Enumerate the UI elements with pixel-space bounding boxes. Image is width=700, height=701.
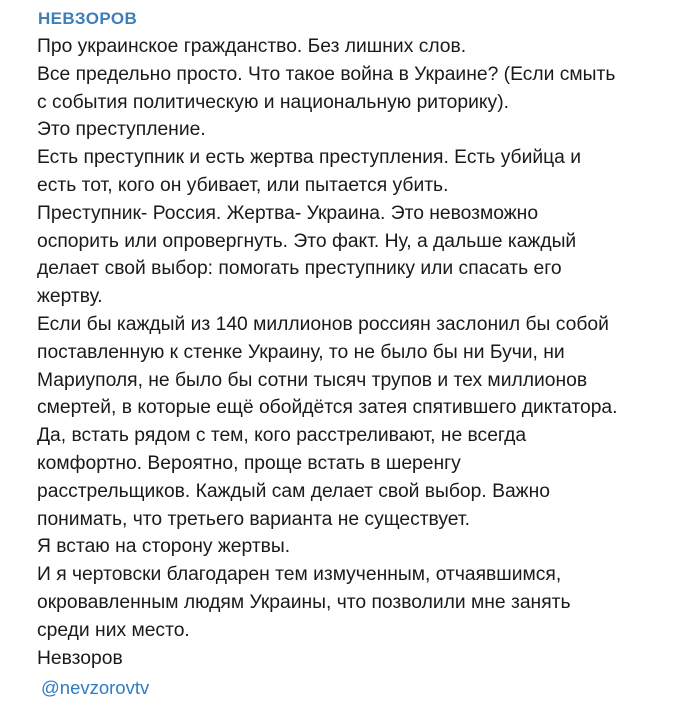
- post-line: жертву.: [37, 286, 103, 308]
- post-line: И я чертовски благодарен тем измученным, отчаявшимся,: [37, 564, 562, 586]
- post-line: Преступник- Россия. Жертва- Украина. Это невозможно: [37, 202, 539, 224]
- post-line: окровавленным людям Украины, что позволили мне занять: [37, 591, 571, 613]
- channel-handle-link[interactable]: @nevzorovtv: [41, 677, 150, 699]
- post-line: оспорить или опровергнуть. Это факт. Ну, а дальше каждый: [37, 230, 577, 252]
- post-line: Все предельно просто. Что такое война в Украине? (Если смыть: [37, 63, 616, 85]
- post-line: Я встаю на сторону жертвы.: [37, 536, 291, 558]
- channel-name[interactable]: НЕВЗОРОВ: [38, 9, 138, 28]
- post-line: с события политическую и национальную риторику).: [37, 91, 509, 113]
- post-line: Мариуполя, не было бы сотни тысяч трупов и тех миллионов: [37, 369, 588, 391]
- post-line: расстрельщиков. Каждый сам делает свой выбор. Важно: [37, 480, 550, 502]
- post-line: Да, встать рядом с тем, кого расстреливают, не всегда: [37, 425, 527, 447]
- post-line: Про украинское гражданство. Без лишних слов.: [37, 36, 467, 57]
- post-line: понимать, что третьего варианта не существует.: [37, 508, 470, 530]
- post-signature: Невзоров: [37, 647, 123, 669]
- post-line: поставленную к стенке Украину, то не было бы ни Бучи, ни: [37, 341, 565, 363]
- post-line: есть тот, кого он убивает, или пытается убить.: [37, 174, 449, 196]
- post-line: делает свой выбор: помогать преступнику или спасать его: [37, 258, 562, 280]
- post-line: Если бы каждый из 140 миллионов россиян заслонил бы собой: [37, 313, 609, 335]
- post-line: смертей, в которые ещё обойдётся затея спятившего диктатора.: [37, 397, 618, 419]
- post-line: среди них место.: [37, 619, 190, 641]
- post-line: Это преступление.: [37, 119, 206, 141]
- post-body: [37, 33, 690, 672]
- post-line: комфортно. Вероятно, проще встать в шеренгу: [37, 452, 461, 474]
- post-line: Есть преступник и есть жертва преступления. Есть убийца и: [37, 147, 582, 169]
